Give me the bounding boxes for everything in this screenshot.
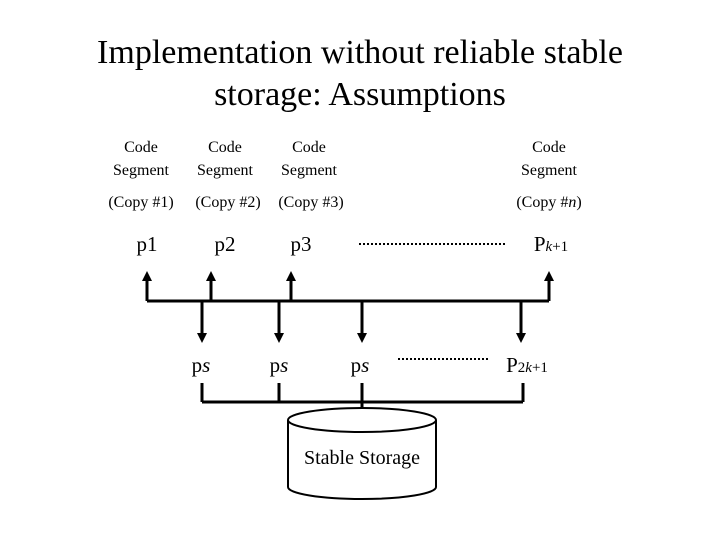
top-bus (147, 274, 549, 340)
code-segment-1 (108, 139, 173, 211)
copy-label: (Copy #n) (516, 194, 582, 211)
code-segment-3 (278, 139, 343, 211)
code-segment-label: Segment (281, 162, 337, 179)
stable-storage-cylinder (288, 408, 436, 499)
process-p1: p1 (136, 232, 158, 256)
code-segment-label: Segment (521, 162, 577, 179)
code-segment-label: Segment (113, 162, 169, 179)
code-segment-label: Code (208, 139, 242, 156)
process-ps-1: ps (191, 353, 211, 377)
copy-label: (Copy #1) (108, 194, 174, 211)
process-ps-3: ps (350, 353, 370, 377)
process-ps-2: ps (269, 353, 289, 377)
stable-storage-label: Stable Storage (303, 447, 421, 469)
code-segment-label: Code (124, 139, 158, 156)
copy-label: (Copy #2) (195, 194, 261, 211)
slide-title-line-1: Implementation without reliable stable (97, 34, 623, 71)
process-p2: p2 (214, 232, 236, 256)
code-segment-label: Code (292, 139, 326, 156)
code-segment-2 (195, 139, 260, 211)
process-pk-plus-1: Pk+1 (533, 232, 569, 256)
slide-title-line-2: storage: Assumptions (214, 76, 506, 113)
cylinder-top (288, 408, 436, 432)
code-segment-label: Code (532, 139, 566, 156)
process-p3: p3 (290, 232, 312, 256)
code-segment-label: Segment (197, 162, 253, 179)
code-segment-n (516, 139, 581, 211)
process-p2k-plus-1: P2k+1 (506, 353, 548, 377)
copy-label: (Copy #3) (278, 194, 344, 211)
